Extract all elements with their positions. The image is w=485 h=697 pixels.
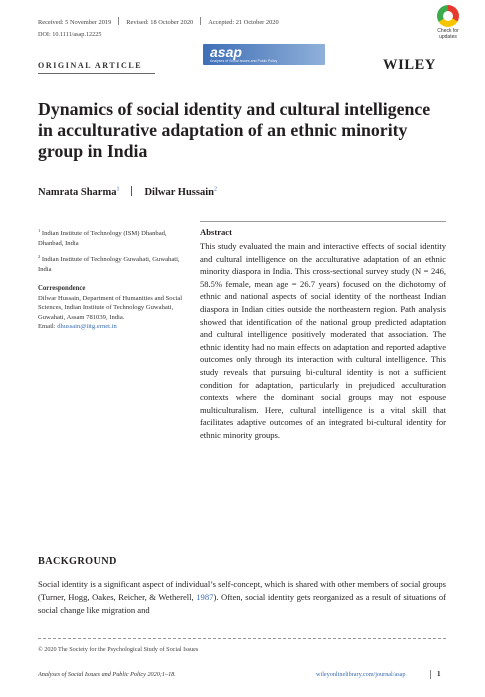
accepted-date: Accepted: 21 October 2020 — [208, 19, 279, 26]
affiliation-mark: 1 — [38, 228, 41, 233]
article-title: Dynamics of social identity and cultural intelligence in acculturative adaptation of an ethnic minority group in India — [38, 99, 431, 161]
body-text: Social identity is a significant aspect of individual’s self-concept, which is shared with other members of social groups (Turner, Hogg, Oakes, Reicher, & Wetherell, — [38, 579, 446, 602]
article-dates — [38, 17, 279, 26]
divider — [200, 17, 201, 25]
crossmark-badge[interactable] — [432, 5, 464, 47]
section-heading: BACKGROUND — [38, 556, 117, 567]
footer-divider — [38, 638, 446, 639]
email-label: Email: — [38, 323, 58, 331]
affiliation-mark: 2 — [38, 254, 41, 259]
author-name[interactable]: Namrata Sharma — [38, 187, 117, 198]
affiliation-text: Indian Institute of Technology (ISM) Dhanbad, Dhanbad, India — [38, 230, 167, 247]
affiliation — [38, 252, 188, 274]
body-paragraph — [38, 578, 446, 616]
divider — [200, 221, 446, 222]
page-number: 1 — [437, 670, 441, 678]
article-type: ORIGINAL ARTICLE — [38, 61, 143, 70]
body-text: ). Often, social identity gets reorganized as a result of situations of social change like migration and — [38, 591, 446, 615]
received-date: Received: 5 November 2019 — [38, 19, 112, 26]
copyright: © 2020 The Society for the Psychological Study of Social Issues — [38, 646, 199, 653]
journal-url[interactable]: wileyonlinelibrary.com/journal/asap — [316, 671, 406, 678]
correspondence-text: Dilwar Hussain, Department of Humanities and Social Sciences, Indian Institute of Technology Guwahati, Guwahati, Assam 781039, India. — [38, 295, 183, 321]
journal-logo — [203, 44, 325, 65]
crossmark-icon — [437, 5, 459, 27]
divider — [430, 670, 431, 679]
divider — [118, 17, 119, 25]
abstract-heading: Abstract — [200, 227, 232, 237]
journal-logo-name: asap — [210, 44, 242, 60]
author-list — [38, 186, 217, 198]
citation-link[interactable]: 1987 — [196, 591, 214, 602]
affiliation — [38, 226, 188, 248]
crossmark-label: Check for updates — [437, 28, 459, 40]
correspondence-heading: Correspondence — [38, 285, 86, 292]
divider — [131, 186, 132, 196]
revised-date: Revised: 18 October 2020 — [126, 19, 194, 26]
affiliation-text: Indian Institute of Technology Guwahati, Guwahati, India — [38, 256, 180, 273]
author-name[interactable]: Dilwar Hussain — [144, 187, 214, 198]
email-link[interactable]: dhussain@iitg.ernet.in — [57, 323, 117, 331]
doi[interactable]: DOI: 10.1111/asap.12225 — [38, 31, 102, 38]
publisher-logo: WILEY — [383, 57, 436, 73]
journal-citation: Analyses of Social Issues and Public Policy 2020;1–18. — [38, 671, 176, 678]
journal-logo-tagline: Analyses of Social Issues and Public Policy — [210, 59, 278, 63]
abstract-text: This study evaluated the main and interactive effects of social identity and cultural intelligence on the acculturative adaptation of an ethnic minority diaspora in India. This cross-sectional survey study (N = 246, 58.5% female, mean age = 26.7 years) focused on the dichotomy of ethnic and national aspects of social identity of the northeast Indian diaspora in Indian cities outside the northeastern region. Path analysis showed that identification of the national group predicted adaptation and cultural intelligence positively moderated that association. The ethnic identity had no main effects on adaptation and reported adaptive outcomes only through its interaction with cultural intelligence. This study reveals that pursuing bi-cultural identity is not a sufficient condition for adaptation, particularly in prejudiced acculturation contexts where the dominant social groups may not espouse multiculturalism. Here, cultural intelligence is a vital skill that facilitates adaptive outcomes of an integrated bi-cultural identity for ethnic minority groups. — [200, 241, 446, 440]
author-affiliation-mark[interactable]: 1 — [116, 186, 120, 193]
author-affiliation-mark[interactable]: 2 — [214, 186, 217, 193]
divider — [38, 73, 155, 74]
correspondence — [38, 294, 188, 332]
